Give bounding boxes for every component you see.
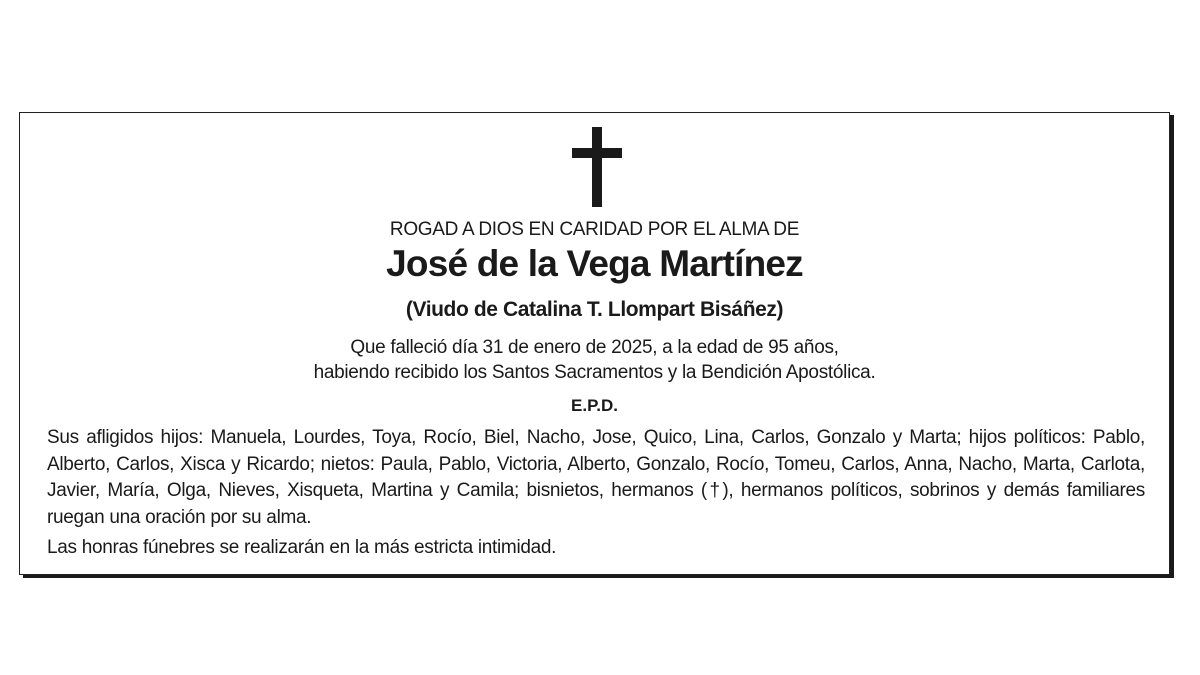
death-details — [20, 335, 1169, 385]
intro-text: ROGAD A DIOS EN CARIDAD POR EL ALMA DE — [389, 219, 800, 240]
death-line-2: habiendo recibido los Santos Sacramentos y la Bendición Apostólica. — [313, 362, 876, 383]
epd-label: E.P.D. — [571, 396, 618, 415]
obituary-notice — [19, 112, 1170, 575]
widow-line: (Viudo de Catalina T. Llompart Bisáñez) — [405, 298, 784, 321]
death-line-1: Que falleció día 31 de enero de 2025, a la edad de 95 años, — [350, 337, 839, 358]
cross-horizontal-bar — [572, 148, 622, 158]
cross-vertical-bar — [592, 127, 602, 207]
cross-icon — [572, 127, 622, 207]
family-paragraph: Sus afligidos hijos: Manuela, Lourdes, Toya, Rocío, Biel, Nacho, Jose, Quico, Lina, Carlos, Gonzalo y Marta; hijos políticos: Pablo, Alberto, Carlos, Xisca y Ricardo; nietos: Paula, Pablo, Victoria, Alberto, Gonzalo, Rocío, Tomeu, Carlos, Anna, Nacho, Marta, Carlota, Javier, María, Olga, Nieves, Xisqueta, Martina y Camila; bisnietos, hermanos (†), hermanos políticos, sobrinos y demás familiares ruegan una oración por su alma. — [47, 427, 1145, 528]
deceased-name: José de la Vega Martínez — [386, 243, 803, 284]
closing-note: Las honras fúnebres se realizarán en la más estricta intimidad. — [47, 537, 557, 558]
